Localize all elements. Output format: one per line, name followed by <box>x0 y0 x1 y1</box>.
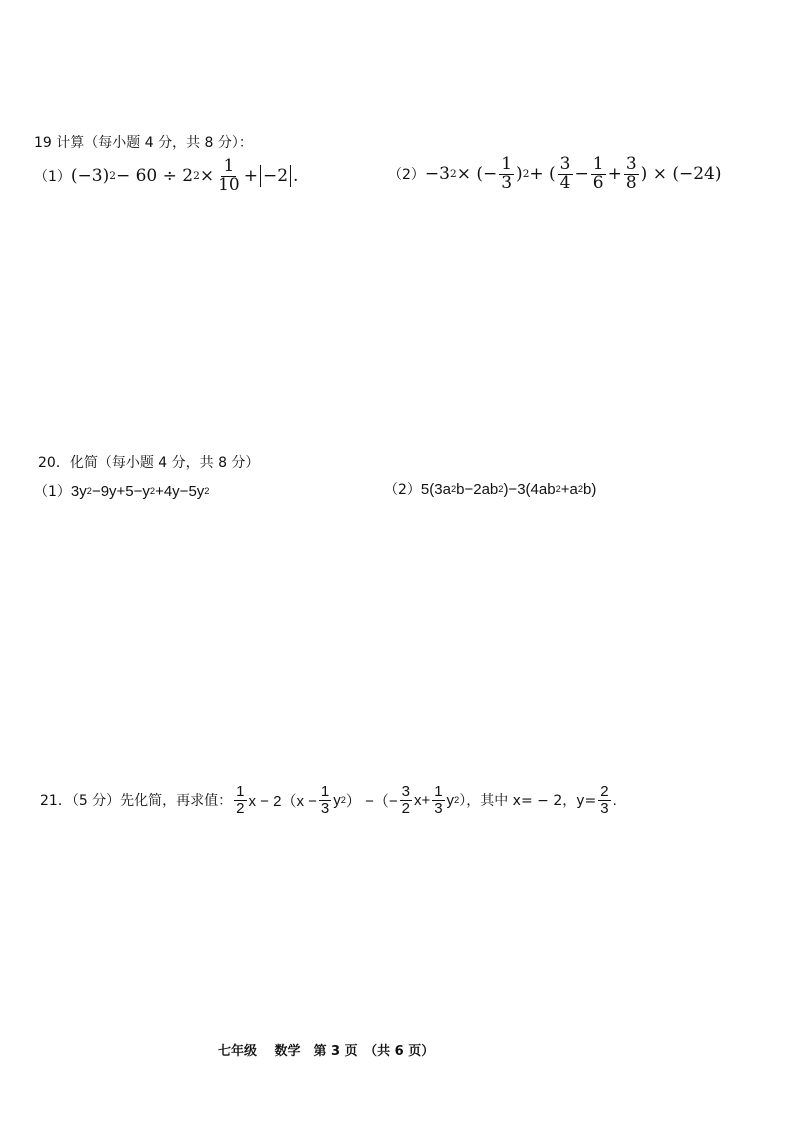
page-footer: 七年级 数学 第 3 页 （共 6 页） <box>218 1044 435 1059</box>
fraction: $\frac{1}{10}$ <box>218 156 240 195</box>
q19-heading: 19 计算（每小题 4 分，共 8 分）： <box>34 135 253 151</box>
q21-expression: $\frac{1}{2}$ x − 2（x − $\frac{1}{3}$ y 2 ） −（− $\frac{3}{2}$ x+ $\frac{1}{3}$ y 2 ），其中 x= − 2，y= $\frac{2}{3}$ . <box>236 783 617 817</box>
q20-part1 <box>34 481 209 501</box>
fraction: $\frac{1}{3}$ <box>501 154 513 193</box>
q19-p1-expression: (−3) 2 − 60 ÷ 2 2 × $\frac{1}{10}$ + −2 . <box>70 156 299 195</box>
fraction: $\frac{3}{2}$ <box>401 783 410 817</box>
q19-p1-label: （1） <box>34 169 71 186</box>
q19-part1 <box>34 158 298 195</box>
q20-p1-expression: 3y 2 −9y+5−y 2 +4y−5y 2 <box>70 482 210 500</box>
abs-bar-right <box>290 165 291 187</box>
q20-p1-label: （1） <box>34 484 71 500</box>
q21-prefix: 21．（5 分）先化简，再求值： <box>40 793 233 810</box>
fraction: $\frac{1}{6}$ <box>592 154 604 193</box>
q19-part2 <box>388 156 721 193</box>
q20-p2-label: （2） <box>384 482 421 498</box>
q20-heading: 20．化简（每小题 4 分，共 8 分） <box>38 455 260 471</box>
abs-bar-left <box>260 165 261 187</box>
fraction: $\frac{2}{3}$ <box>600 783 609 817</box>
q19-p2-expression: −3 2 × (− $\frac{1}{3}$ ) 2 + ( $\frac{3}{4}$ − $\frac{1}{6}$ + $\frac{3}{8}$ ) × (−24) <box>424 154 722 193</box>
fraction: $\frac{1}{3}$ <box>434 783 443 817</box>
q20-part2 <box>384 479 596 499</box>
q19-p2-label: （2） <box>388 167 425 184</box>
fraction: $\frac{1}{3}$ <box>320 783 330 817</box>
q21-line <box>40 784 617 817</box>
fraction: $\frac{1}{2}$ <box>236 783 245 817</box>
q20-p2-expression: 5(3a 2 b−2ab 2 )−3(4ab 2 +a 2 b) <box>420 480 597 498</box>
fraction: $\frac{3}{8}$ <box>625 154 637 193</box>
fraction: $\frac{3}{4}$ <box>559 154 571 193</box>
